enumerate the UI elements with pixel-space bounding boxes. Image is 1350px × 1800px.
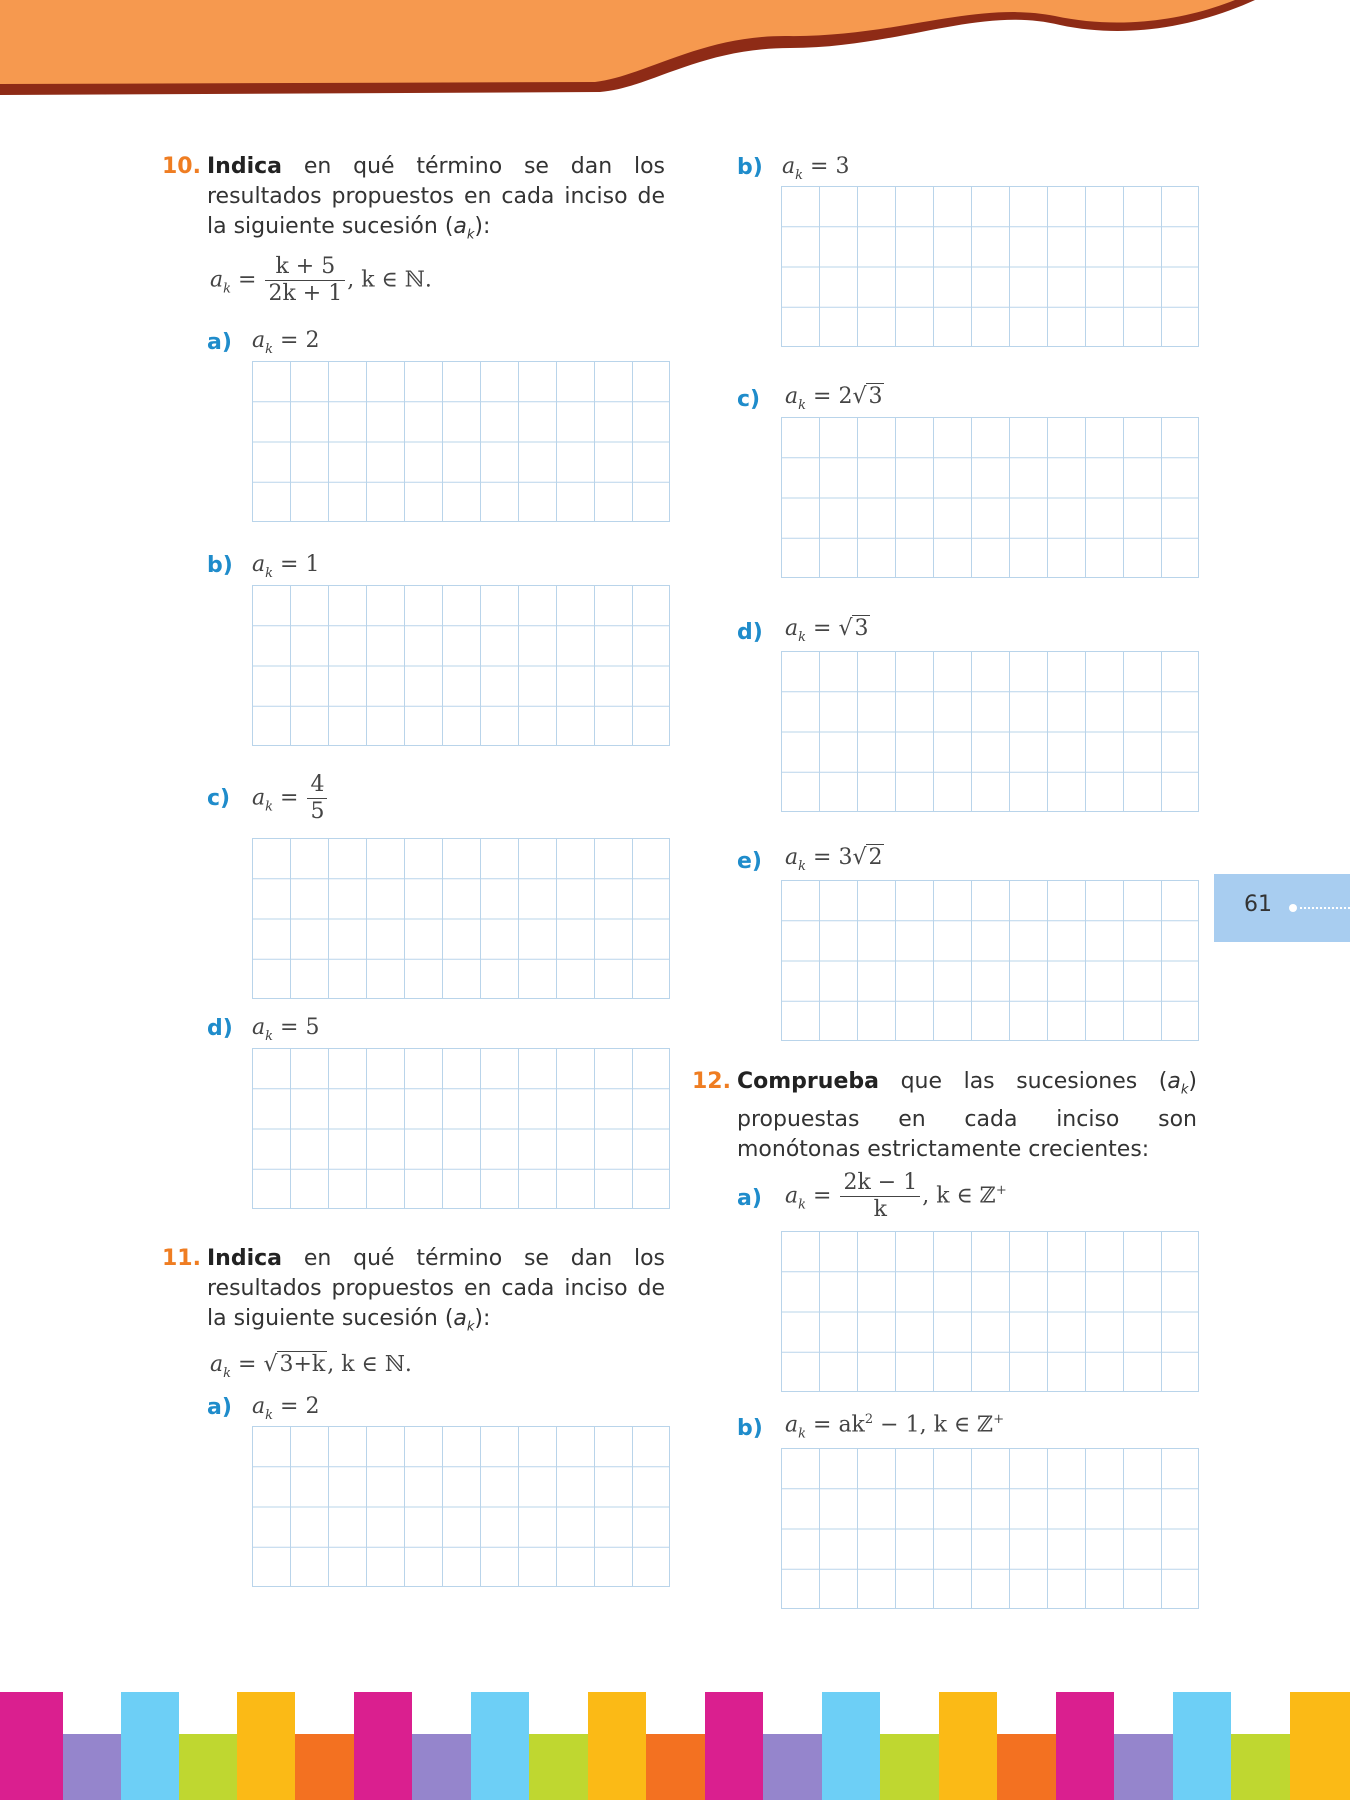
- instruction-end: ) propuestas en cada inciso son monótonas estrictamente crecientes:: [737, 1069, 1198, 1163]
- stripe: [121, 1692, 179, 1800]
- stripe: [1056, 1692, 1114, 1800]
- stripe: [705, 1692, 763, 1800]
- instruction-end: ):: [474, 214, 491, 239]
- item-equation: $a_k = 3$: [782, 154, 850, 183]
- sequence-sub: k: [466, 227, 475, 243]
- answer-grid[interactable]: [252, 585, 670, 746]
- answer-grid[interactable]: [781, 880, 1199, 1041]
- answer-grid[interactable]: [781, 417, 1199, 578]
- exercise-number: 12.: [692, 1069, 731, 1094]
- stripe: [63, 1734, 121, 1800]
- sequence-formula: $a_k = √3+k$, k ∈ ℕ.: [210, 1352, 412, 1381]
- page-tab-dotted-line: [1300, 907, 1350, 909]
- item-equation: $a_k = 2$: [252, 1394, 320, 1423]
- item-equation: $a_k$ = $\frac{4}{5}$: [252, 772, 329, 825]
- answer-grid[interactable]: [252, 838, 670, 999]
- instruction-verb: Indica: [207, 1246, 283, 1271]
- formula-denominator: 2k + 1: [268, 281, 343, 306]
- instruction-verb: Comprueba: [737, 1069, 879, 1094]
- stripe: [0, 1692, 63, 1800]
- instruction-text: en qué término se dan los resultados propuestos en cada inciso de la siguiente sucesión (: [207, 1246, 665, 1331]
- answer-grid[interactable]: [252, 1426, 670, 1587]
- stripe: [880, 1734, 939, 1800]
- item-equation: $a_k = 1$: [252, 552, 320, 581]
- exercise-instruction: [207, 1244, 665, 1342]
- stripe: [179, 1734, 237, 1800]
- item-equation: $a_k$ = $\frac{2k - 1}{k}$ , k ∈ ℤ+: [785, 1170, 1007, 1222]
- exercise-number: 11.: [162, 1246, 201, 1271]
- top-banner: [0, 0, 1350, 100]
- page-number: 61: [1244, 892, 1272, 917]
- exercise-instruction: [207, 152, 665, 250]
- stripe: [646, 1734, 705, 1800]
- answer-grid[interactable]: [781, 1448, 1199, 1609]
- stripe: [1231, 1734, 1290, 1800]
- stripe: [529, 1734, 588, 1800]
- stripe: [1114, 1734, 1173, 1800]
- page-tab-dot: [1289, 904, 1297, 912]
- answer-grid[interactable]: [252, 1048, 670, 1209]
- item-label: a): [207, 330, 232, 355]
- instruction-end: ):: [474, 1306, 491, 1331]
- item-equation: $a_k = 3√2$: [785, 845, 883, 874]
- item-equation: $a_k = √3$: [785, 616, 869, 645]
- stripe: [763, 1734, 822, 1800]
- stripe: [295, 1734, 354, 1800]
- stripe: [237, 1692, 295, 1800]
- sequence-var: a: [453, 1306, 467, 1331]
- item-label: d): [737, 620, 763, 645]
- stripe: [997, 1734, 1056, 1800]
- sequence-var: a: [453, 214, 467, 239]
- item-label: c): [207, 786, 231, 811]
- stripe: [1290, 1692, 1350, 1800]
- item-label: e): [737, 849, 762, 874]
- stripe: [1173, 1692, 1231, 1800]
- bottom-stripes: [0, 1692, 1350, 1800]
- answer-grid[interactable]: [781, 651, 1199, 812]
- item-label: d): [207, 1016, 233, 1041]
- answer-grid[interactable]: [781, 186, 1199, 347]
- item-label: a): [207, 1395, 232, 1420]
- item-equation: $a_k = 2$: [252, 328, 320, 357]
- answer-grid[interactable]: [252, 361, 670, 522]
- stripe: [354, 1692, 412, 1800]
- answer-grid[interactable]: [781, 1231, 1199, 1392]
- instruction-text: que las sucesiones (: [900, 1069, 1168, 1094]
- banner-orange-wave: [0, 0, 1235, 84]
- sequence-sub: k: [1180, 1082, 1189, 1098]
- item-label: a): [737, 1186, 762, 1211]
- formula-radicand: 3+k: [279, 1352, 326, 1377]
- stripe: [939, 1692, 997, 1800]
- exercise-number: 10.: [162, 154, 201, 179]
- instruction-text: en qué término se dan los resultados propuestos en cada inciso de la siguiente sucesión (: [207, 154, 665, 239]
- item-label: b): [207, 553, 233, 578]
- stripe: [588, 1692, 646, 1800]
- instruction-verb: Indica: [207, 154, 283, 179]
- item-label: c): [737, 387, 761, 412]
- sequence-formula: $a_k$ = $\frac{k + 5}{2k + 1}$ , k ∈ ℕ.: [210, 254, 432, 306]
- sequence-sub: k: [466, 1319, 475, 1335]
- stripe: [471, 1692, 529, 1800]
- item-equation: $a_k = 5$: [252, 1015, 320, 1044]
- item-equation: $a_k = ak^2 - 1$, k ∈ ℤ+: [785, 1412, 1005, 1442]
- item-label: b): [737, 155, 763, 180]
- page-number-tab: [1214, 874, 1350, 942]
- item-label: b): [737, 1416, 763, 1441]
- sequence-var: a: [1167, 1069, 1181, 1094]
- stripe: [412, 1734, 471, 1800]
- exercise-instruction: [737, 1067, 1197, 1165]
- formula-numerator: k + 5: [265, 254, 345, 281]
- item-equation: $a_k = 2√3$: [785, 384, 883, 413]
- stripe: [822, 1692, 880, 1800]
